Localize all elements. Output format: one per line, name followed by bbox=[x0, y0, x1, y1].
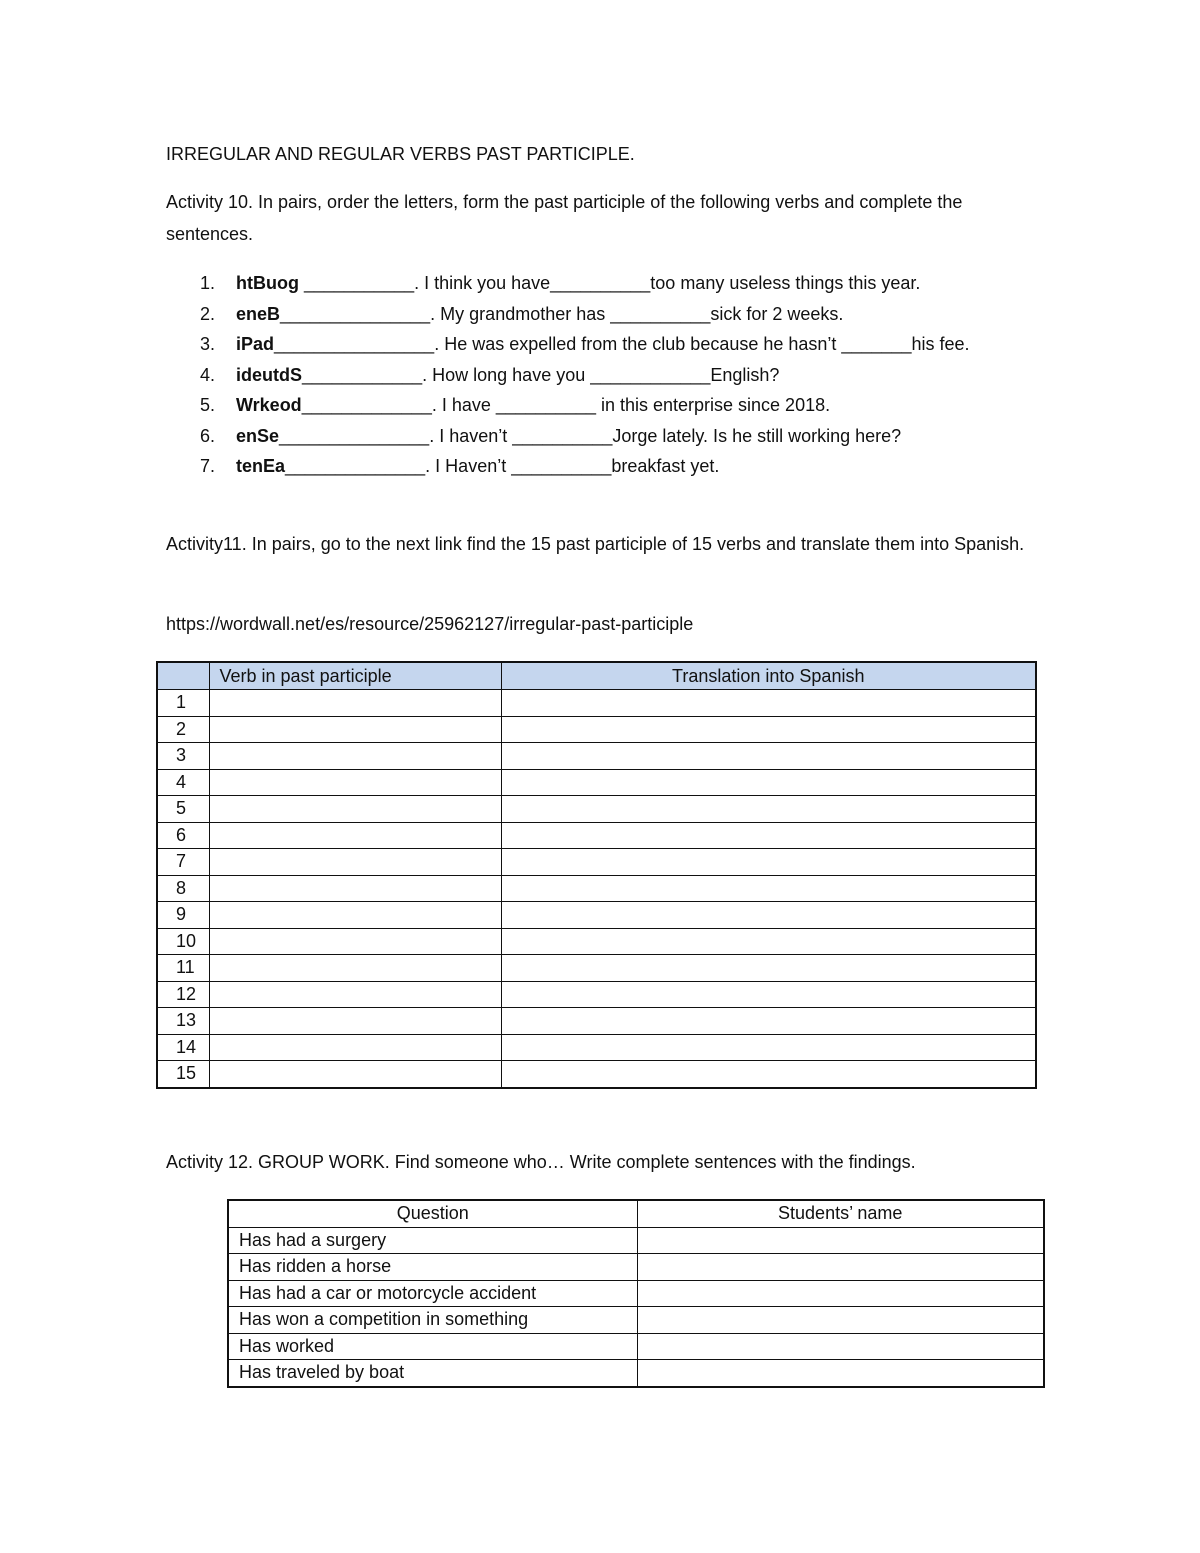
item-number: 1. bbox=[200, 273, 216, 293]
verb-cell[interactable] bbox=[209, 769, 501, 796]
name-cell[interactable] bbox=[637, 1307, 1044, 1334]
translation-cell[interactable] bbox=[501, 928, 1036, 955]
table-row bbox=[157, 822, 1036, 849]
verb-cell[interactable] bbox=[209, 822, 501, 849]
table-row bbox=[157, 1034, 1036, 1061]
translation-cell[interactable] bbox=[501, 1034, 1036, 1061]
question-cell: Has worked bbox=[228, 1333, 637, 1360]
sentence: ______________. I Haven’t __________breakfast yet. bbox=[285, 456, 720, 476]
find-someone-table bbox=[227, 1199, 1045, 1388]
scrambled-word: ideutdS bbox=[236, 364, 302, 385]
verb-cell[interactable] bbox=[209, 981, 501, 1008]
table-row bbox=[228, 1307, 1044, 1334]
row-number: 13 bbox=[157, 1008, 209, 1035]
verb-cell[interactable] bbox=[209, 743, 501, 770]
scrambled-word: htBuog bbox=[236, 273, 299, 293]
row-number: 10 bbox=[157, 928, 209, 955]
table-row bbox=[157, 796, 1036, 823]
row-number: 14 bbox=[157, 1034, 209, 1061]
sentence: ____________. How long have you ____________English? bbox=[302, 364, 780, 385]
translation-cell[interactable] bbox=[501, 716, 1036, 743]
table-row bbox=[228, 1254, 1044, 1281]
verb-cell[interactable] bbox=[209, 716, 501, 743]
table-row bbox=[228, 1227, 1044, 1254]
scrambled-word: iPad bbox=[236, 334, 275, 354]
translation-cell[interactable] bbox=[501, 743, 1036, 770]
row-number: 4 bbox=[157, 769, 209, 796]
table-row bbox=[157, 690, 1036, 717]
table-row bbox=[157, 981, 1036, 1008]
header-translation: Translation into Spanish bbox=[501, 662, 1036, 690]
sentence: _______________. My grandmother has __________sick for 2 weeks. bbox=[280, 303, 844, 324]
list-item bbox=[166, 390, 970, 421]
table-header-row bbox=[228, 1200, 1044, 1227]
table-row bbox=[157, 716, 1036, 743]
verb-cell[interactable] bbox=[209, 796, 501, 823]
translation-cell[interactable] bbox=[501, 822, 1036, 849]
question-cell: Has had a surgery bbox=[228, 1227, 637, 1254]
scrambled-word: eneB bbox=[236, 303, 281, 324]
row-number: 9 bbox=[157, 902, 209, 929]
activity-11-instruction: Activity11. In pairs, go to the next link find the 15 past participle of 15 verbs and translate them into Spanish. bbox=[166, 534, 1025, 554]
activity-12-instruction: Activity 12. GROUP WORK. Find someone who… Write complete sentences with the findings. bbox=[166, 1152, 916, 1172]
table-row bbox=[157, 849, 1036, 876]
row-number: 1 bbox=[157, 690, 209, 717]
activity-10-list bbox=[166, 268, 970, 482]
translation-cell[interactable] bbox=[501, 981, 1036, 1008]
item-number: 2. bbox=[200, 303, 216, 324]
table-row bbox=[157, 769, 1036, 796]
sentence: ________________. He was expelled from the club because he hasn’t _______his fee. bbox=[274, 334, 970, 354]
translation-cell[interactable] bbox=[501, 1008, 1036, 1035]
translation-cell[interactable] bbox=[501, 902, 1036, 929]
row-number: 15 bbox=[157, 1061, 209, 1088]
row-number: 2 bbox=[157, 716, 209, 743]
header-index bbox=[157, 662, 209, 690]
page-title: IRREGULAR AND REGULAR VERBS PAST PARTICIPLE. bbox=[166, 144, 635, 164]
translation-cell[interactable] bbox=[501, 796, 1036, 823]
sentence: _______________. I haven’t __________Jorge lately. Is he still working here? bbox=[279, 425, 902, 446]
question-cell: Has traveled by boat bbox=[228, 1360, 637, 1387]
translation-cell[interactable] bbox=[501, 769, 1036, 796]
list-item bbox=[166, 421, 970, 452]
table-row bbox=[228, 1280, 1044, 1307]
name-cell[interactable] bbox=[637, 1333, 1044, 1360]
table-row bbox=[228, 1360, 1044, 1387]
row-number: 3 bbox=[157, 743, 209, 770]
table-row bbox=[157, 902, 1036, 929]
verb-cell[interactable] bbox=[209, 849, 501, 876]
question-cell: Has ridden a horse bbox=[228, 1254, 637, 1281]
scrambled-word: enSe bbox=[236, 425, 280, 446]
question-cell: Has won a competition in something bbox=[228, 1307, 637, 1334]
list-item bbox=[166, 360, 970, 391]
translation-cell[interactable] bbox=[501, 955, 1036, 982]
table-row bbox=[157, 1061, 1036, 1088]
list-item bbox=[166, 299, 970, 330]
item-number: 7. bbox=[200, 456, 216, 476]
verb-cell[interactable] bbox=[209, 690, 501, 717]
item-number: 4. bbox=[200, 364, 216, 385]
translation-cell[interactable] bbox=[501, 690, 1036, 717]
item-number: 3. bbox=[200, 334, 216, 354]
translation-cell[interactable] bbox=[501, 849, 1036, 876]
row-number: 5 bbox=[157, 796, 209, 823]
table-row bbox=[157, 875, 1036, 902]
item-number: 6. bbox=[200, 425, 216, 446]
row-number: 8 bbox=[157, 875, 209, 902]
resource-link[interactable]: https://wordwall.net/es/resource/25962127/irregular-past-participle bbox=[166, 614, 694, 634]
verb-cell[interactable] bbox=[209, 1061, 501, 1088]
verb-cell[interactable] bbox=[209, 875, 501, 902]
table-row bbox=[157, 955, 1036, 982]
scrambled-word: tenEa bbox=[236, 456, 286, 476]
activity-10-instruction: Activity 10. In pairs, order the letters, form the past participle of the following verbs and complete the sentences. bbox=[166, 192, 963, 244]
name-cell[interactable] bbox=[637, 1227, 1044, 1254]
row-number: 7 bbox=[157, 849, 209, 876]
verb-cell[interactable] bbox=[209, 1034, 501, 1061]
question-cell: Has had a car or motorcycle accident bbox=[228, 1280, 637, 1307]
past-participle-table bbox=[156, 661, 1037, 1089]
header-question: Question bbox=[228, 1200, 637, 1227]
scrambled-word: Wrkeod bbox=[236, 395, 302, 415]
list-item bbox=[166, 329, 970, 360]
translation-cell[interactable] bbox=[501, 1061, 1036, 1088]
list-item bbox=[166, 451, 970, 482]
table-header-row bbox=[157, 662, 1036, 690]
verb-cell[interactable] bbox=[209, 955, 501, 982]
list-item bbox=[166, 268, 970, 299]
header-students-name: Students’ name bbox=[637, 1200, 1044, 1227]
table-row bbox=[157, 1008, 1036, 1035]
sentence: ___________. I think you have__________too many useless things this year. bbox=[298, 273, 921, 293]
name-cell[interactable] bbox=[637, 1254, 1044, 1281]
verb-cell[interactable] bbox=[209, 1008, 501, 1035]
table-row bbox=[157, 928, 1036, 955]
row-number: 6 bbox=[157, 822, 209, 849]
row-number: 11 bbox=[157, 955, 209, 982]
name-cell[interactable] bbox=[637, 1360, 1044, 1387]
header-verb: Verb in past participle bbox=[209, 662, 501, 690]
table-row bbox=[228, 1333, 1044, 1360]
verb-cell[interactable] bbox=[209, 902, 501, 929]
item-number: 5. bbox=[200, 395, 216, 415]
translation-cell[interactable] bbox=[501, 875, 1036, 902]
table-row bbox=[157, 743, 1036, 770]
verb-cell[interactable] bbox=[209, 928, 501, 955]
row-number: 12 bbox=[157, 981, 209, 1008]
sentence: _____________. I have __________ in this enterprise since 2018. bbox=[301, 395, 831, 415]
name-cell[interactable] bbox=[637, 1280, 1044, 1307]
